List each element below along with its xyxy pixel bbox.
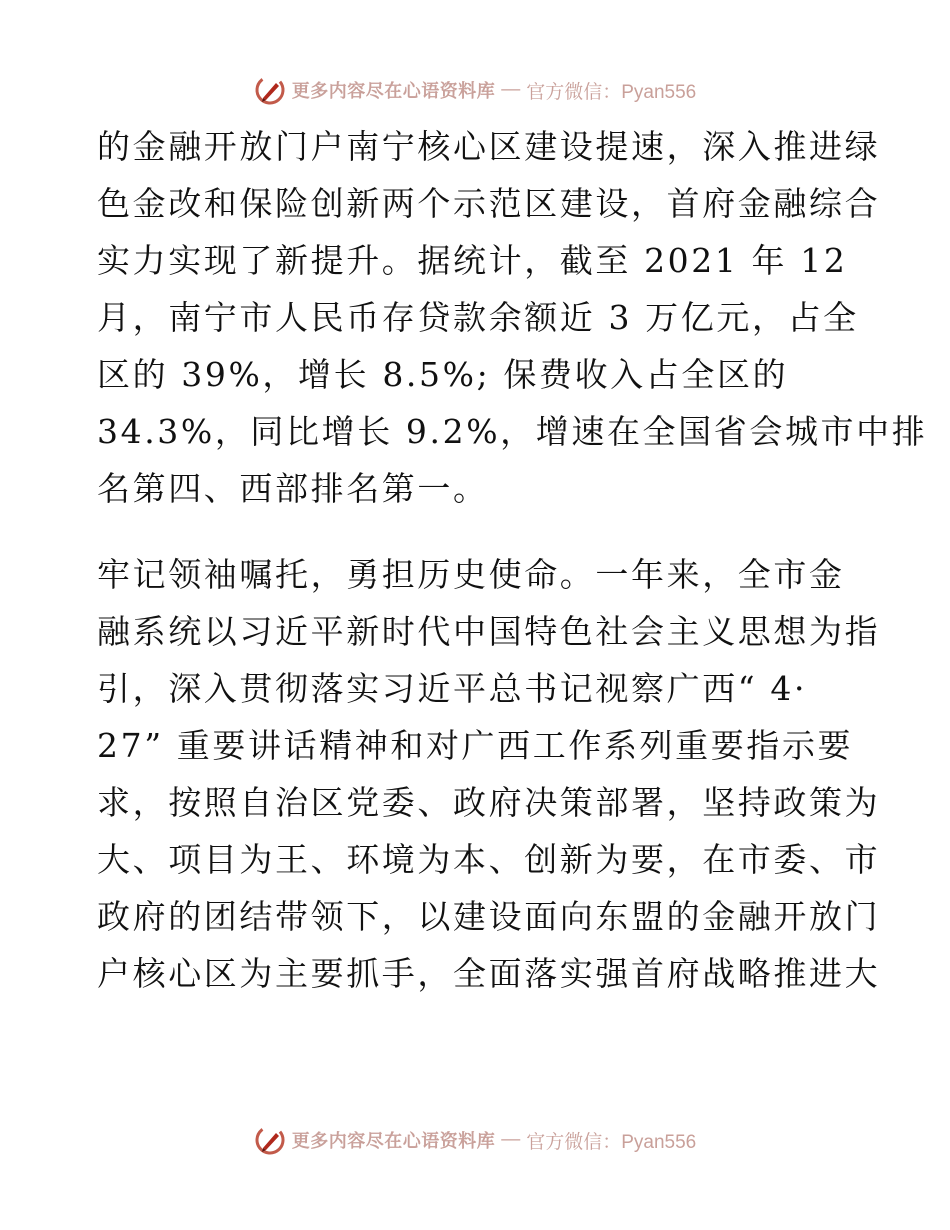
pen-circle-logo-icon [254, 74, 286, 106]
paragraph-2 [97, 546, 881, 1002]
paragraph-1 [97, 118, 928, 517]
pen-circle-logo-icon [254, 1124, 286, 1156]
text-line: 实力实现了新提升。据统计，截至 2021 年 12 [97, 241, 848, 280]
watermark-dash: — [501, 1129, 521, 1150]
text-line: 求，按照自治区党委、政府决策部署，坚持政策为 [97, 783, 881, 822]
text-line: 27” 重要讲话精神和对广西工作系列重要指示要 [97, 726, 854, 765]
text-line: 月，南宁市人民币存贷款余额近 3 万亿元，占全 [97, 298, 859, 337]
text-line: 名第四、西部排名第一。 [97, 469, 489, 508]
watermark-wechat-text: 官方微信：Pyan556 [526, 81, 697, 103]
watermark-dash: — [501, 79, 521, 100]
watermark-banner-bottom [0, 1123, 950, 1157]
watermark-wechat-text: 官方微信：Pyan556 [526, 1131, 697, 1153]
text-line: 融系统以习近平新时代中国特色社会主义思想为指 [97, 612, 881, 651]
text-line: 的金融开放门户南宁核心区建设提速，深入推进绿 [97, 127, 881, 166]
watermark-lead-text: 更多内容尽在心语资料库 [291, 1131, 496, 1152]
watermark-lead-text: 更多内容尽在心语资料库 [291, 81, 496, 102]
text-line: 区的 39%，增长 8.5%; 保费收入占全区的 [97, 355, 789, 394]
document-body [97, 118, 928, 1002]
text-line: 户核心区为主要抓手，全面落实强首府战略推进大 [97, 954, 881, 993]
text-line: 大、项目为王、环境为本、创新为要，在市委、市 [97, 840, 881, 879]
paragraph-spacer [97, 517, 857, 546]
watermark-banner-top [0, 73, 950, 107]
text-line: 34.3%，同比增长 9.2%，增速在全国省会城市中排 [97, 412, 928, 451]
text-line: 政府的团结带领下，以建设面向东盟的金融开放门 [97, 897, 881, 936]
text-line: 色金改和保险创新两个示范区建设，首府金融综合 [97, 184, 881, 223]
text-line: 牢记领袖嘱托，勇担历史使命。一年来，全市金 [97, 555, 845, 594]
text-line: 引，深入贯彻落实习近平总书记视察广西“ 4· [97, 669, 808, 708]
